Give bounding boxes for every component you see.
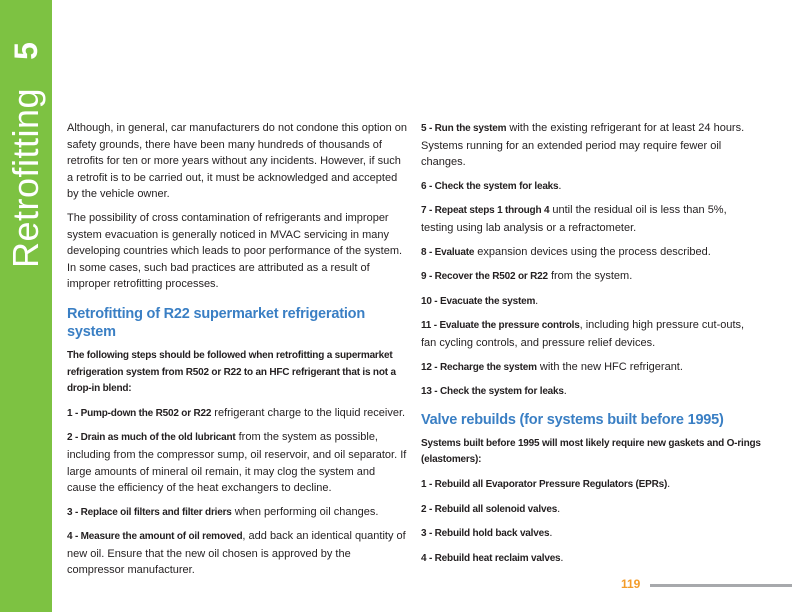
step-label: 5 - Run the system <box>421 123 507 134</box>
step-label: 3 - Replace oil filters and filter driers <box>67 506 232 518</box>
step-label: 13 - Check the system for leaks <box>421 386 564 398</box>
step-text: when performing oil changes. <box>231 505 379 518</box>
step-label: 4 - Measure the amount of oil removed <box>67 531 243 543</box>
step-label: 10 - Evacuate the system <box>421 295 536 307</box>
paragraph: Although, in general, car manufacturers do not condone this option on safety grounds, there have been many hundreds of thousands of retrofits for ten or more years without any incidents. However, if such a retrofit is to be carried out, it must be acknowledged and accepted by the vehicle owner. <box>67 122 408 201</box>
step-item <box>421 383 761 401</box>
step-item <box>421 202 761 236</box>
right-column <box>421 120 761 574</box>
section-heading: Valve rebuilds (for systems built before 1995) <box>421 411 724 428</box>
step-text: from the system. <box>547 270 633 283</box>
step-label: 6 - Check the system for leaks <box>421 180 559 192</box>
step-label: 1 - Rebuild all Evaporator Pressure Regulators (EPRs) <box>421 478 668 490</box>
step-label: 8 - Evaluate <box>421 246 475 258</box>
step-text: , add back an identical quantity of new oil. Ensure that the new oil chosen is approved by the compressor manufacturer. <box>67 530 406 577</box>
step-item <box>67 429 407 496</box>
page-number: 119 <box>621 577 641 591</box>
step-text: . <box>535 294 539 307</box>
step-text: expansion devices using the process described. <box>474 245 711 258</box>
step-text: , including high pressure cut-outs, fan cycling controls, and pressure relief devices. <box>421 319 745 349</box>
step-item <box>421 317 761 351</box>
step-text: refrigerant charge to the liquid receiver. <box>211 406 406 419</box>
step-item <box>421 244 761 262</box>
step-item <box>421 550 761 568</box>
step-item <box>421 525 761 543</box>
step-item <box>421 120 761 171</box>
step-item <box>421 476 761 494</box>
step-label: 2 - Drain as much of the old lubricant <box>67 432 236 444</box>
footer-rule <box>650 584 792 587</box>
step-text: . <box>560 551 564 564</box>
step-item <box>421 501 761 519</box>
step-label: 12 - Recharge the system <box>421 361 537 373</box>
chapter-sidebar <box>0 0 52 612</box>
step-item <box>421 268 761 286</box>
paragraph: The possibility of cross contamination of refrigerants and improper system evacuation is generally noticed in MVAC servicing in many developing countries which leads to poor performance of the system. In some cases, such bad practices are attributed as a result of improper retrofitting processes. <box>67 211 403 291</box>
step-label: 4 - Rebuild heat reclaim valves <box>421 552 561 564</box>
step-label: 7 - Repeat steps 1 through 4 <box>421 205 550 217</box>
step-item <box>421 293 761 311</box>
step-item <box>67 405 407 423</box>
step-item <box>421 178 761 196</box>
left-column <box>67 120 407 586</box>
step-text: . <box>667 477 671 490</box>
step-item <box>67 504 407 522</box>
step-text: . <box>563 385 567 398</box>
intro-text: The following steps should be followed when retrofitting a supermarket refrigeration system from R502 or R22 to an HFC refrigerant that is not a drop-in blend: <box>67 349 396 395</box>
step-text: until the residual oil is less than 5%, testing using lab analysis or a refractometer. <box>421 204 727 234</box>
section-heading: Retrofitting of R22 supermarket refrigeration system <box>67 305 365 340</box>
step-label: 2 - Rebuild all solenoid valves <box>421 503 558 515</box>
step-text: from the system as possible, including from the compressor sump, oil reservoir, and oil separator. If large amounts of mineral oil remain, it may clog the system and cause the efficiency of the heat exchangers to decline. <box>67 431 407 495</box>
step-label: 3 - Rebuild hold back valves <box>421 528 550 540</box>
step-item <box>421 359 761 377</box>
step-text: with the existing refrigerant for at least 24 hours. Systems running for an extended period may require fewer oil changes. <box>421 122 745 169</box>
step-item <box>67 528 407 579</box>
step-text: . <box>557 502 561 515</box>
step-label: 11 - Evaluate the pressure controls <box>421 320 580 332</box>
step-text: with the new HFC refrigerant. <box>536 360 683 373</box>
step-text: . <box>558 179 562 192</box>
chapter-number: 5 <box>8 42 44 60</box>
step-label: 9 - Recover the R502 or R22 <box>421 271 548 283</box>
step-label: 1 - Pump-down the R502 or R22 <box>67 407 212 419</box>
chapter-title: Retrofitting <box>5 87 46 269</box>
step-text: . <box>549 527 553 540</box>
intro-text: Systems built before 1995 will most likely require new gaskets and O-rings (elastomers): <box>421 437 761 466</box>
